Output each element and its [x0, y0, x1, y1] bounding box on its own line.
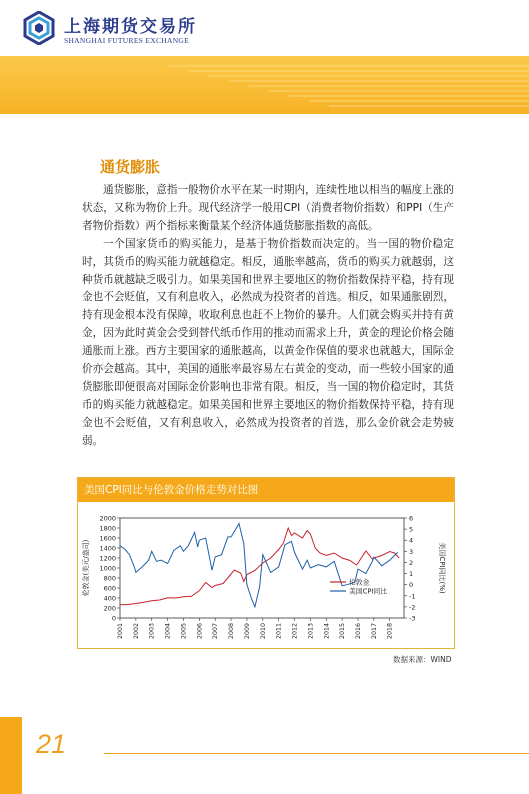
paragraph: 一个国家货币的购买能力，是基于物价指数而决定的。当一国的物价稳定时，其货币的购买能力就越稳定。相反，通胀率越高，货币的购买力就越弱，这种货币就越缺乏吸引力。如果美国和世界主要地区的物价指数保持平稳，持有现金也不会贬值，又有利息收入，必然成为投资者的首选。相反，如果通胀剧烈，持有现金根本没有保障，收取利息也赶不上物价的暴升。人们就会购买并持有黄金，因为此时黄金会受到替代纸币作用的推动而需求上升，黄金的理论价格会随通胀而上涨。西方主要国家的通胀越高，以黄金作保值的要求也就越大，国际金价亦会越高。其中，美国的通胀率最容易左右黄金的变动，而一些较小国家的通货膨胀即便很高对国际金价影响也非常有限。相反，当一国的物价稳定时，其货币的购买能力就越稳定。如果美国和世界主要地区的物价指数保持平稳，持有现金也不会贬值，又有利息收入，必然成为投资者的首选，那么金价就会走势疲弱。	[82, 237, 454, 447]
x-tick-label: 2017	[370, 623, 378, 640]
right-tick-label: -3	[409, 614, 416, 623]
x-tick-label: 2003	[148, 623, 156, 640]
org-name-en: SHANGHAI FUTURES EXCHANGE	[64, 36, 190, 45]
plot-frame	[120, 518, 404, 618]
right-tick-label: -2	[409, 603, 416, 612]
body-text	[82, 182, 454, 451]
left-tick-label: 600	[103, 584, 116, 593]
x-tick-label: 2005	[180, 623, 188, 640]
page-number: 21	[36, 729, 67, 759]
x-tick-label: 2018	[386, 623, 394, 640]
footer-rule	[104, 753, 529, 754]
right-tick-label: -1	[409, 592, 416, 601]
right-axis-label: 美国CPI同比(%)	[438, 542, 446, 594]
section-title: 通货膨胀	[100, 158, 161, 176]
left-tick-label: 1600	[99, 534, 116, 543]
right-tick-label: 1	[409, 570, 414, 579]
right-tick-label: 4	[409, 536, 414, 545]
x-tick-label: 2008	[228, 623, 236, 640]
banner-stripes	[169, 56, 529, 114]
x-tick-label: 2014	[323, 623, 331, 640]
left-tick-label: 0	[111, 614, 116, 623]
org-name-cn: 上海期货交易所	[64, 17, 197, 37]
left-axis-label: 伦敦金(美元/盎司)	[82, 539, 90, 597]
x-tick-label: 2001	[117, 623, 124, 640]
left-tick-label: 800	[103, 574, 116, 583]
legend-label: 美国CPI同比	[349, 587, 388, 596]
x-tick-label: 2010	[259, 623, 267, 640]
x-tick-label: 2016	[354, 623, 362, 640]
left-tick-label: 200	[103, 604, 116, 613]
chart-plot	[78, 502, 454, 648]
x-tick-label: 2007	[212, 623, 220, 640]
right-tick-label: 3	[409, 547, 414, 556]
right-tick-label: 0	[409, 581, 414, 590]
right-tick-label: 6	[409, 514, 414, 523]
legend-label: 伦敦金	[349, 578, 370, 587]
x-tick-label: 2015	[339, 623, 347, 640]
left-tick-label: 400	[103, 594, 116, 603]
left-tick-label: 1000	[99, 564, 116, 573]
x-tick-label: 2009	[243, 623, 251, 640]
x-tick-label: 2012	[291, 623, 299, 640]
chart-title: 美国CPI同比与伦敦金价格走势对比图	[78, 478, 454, 502]
header	[0, 0, 529, 56]
data-source: 数据来源：WIND	[393, 655, 452, 664]
shfe-logo-icon	[22, 11, 56, 45]
left-tick-label: 1200	[99, 554, 116, 563]
x-tick-label: 2013	[307, 623, 315, 640]
left-tick-label: 2000	[99, 514, 116, 523]
left-tick-label: 1800	[99, 524, 116, 533]
x-tick-label: 2002	[132, 623, 140, 640]
paragraph: 通货膨胀，意指一般物价水平在某一时期内，连续性地以相当的幅度上涨的状态，又称为物价上升。现代经济学一般用CPI（消费者物价指数）和PPI（生产者物价指数）两个指标来衡量某个经济体通货膨胀指数的高低。	[82, 184, 454, 232]
x-tick-label: 2006	[196, 623, 204, 640]
header-banner	[0, 56, 529, 114]
page-tab	[0, 717, 22, 794]
right-tick-label: 5	[409, 525, 414, 534]
x-tick-label: 2004	[164, 623, 172, 640]
x-tick-label: 2011	[275, 623, 283, 640]
left-tick-label: 1400	[99, 544, 116, 553]
right-tick-label: 2	[409, 558, 414, 567]
chart-figure	[77, 477, 455, 649]
